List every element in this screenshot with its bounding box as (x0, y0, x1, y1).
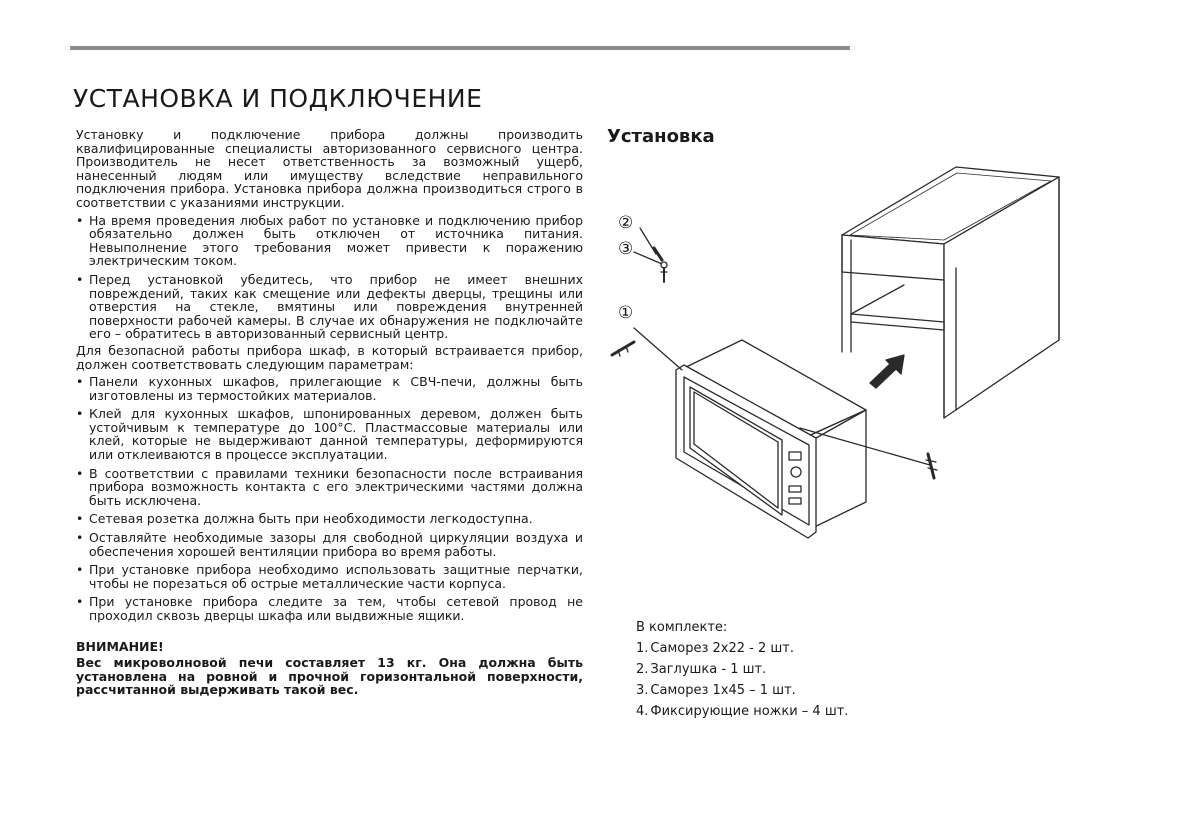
bullet-item: • Перед установкой убедитесь, что прибор не имеет внешних повреждений, таких как смещение или дефекты дверцы, трещины или отверстия на стекле, вмятины или повреждения внутренней поверхности рабочей камеры. В случае их обнаружения не подключайте его – обратитесь в авторизованный сервисный центр. (76, 271, 583, 342)
bullet-dot: • (76, 212, 84, 228)
kit-item: 4. Фиксирующие ножки – 4 шт. (636, 704, 849, 719)
bullet-item: • Клей для кухонных шкафов, шпонированных деревом, должен быть устойчивым к температуре до 100°С. Пластмассовые материалы или клей, которые не выдерживают данной температуры, деформируются или отклеиваются в процессе эксплуатации. (76, 406, 583, 463)
insert-direction-arrow (870, 355, 904, 388)
bullet-item: • Оставляйте необходимые зазоры для свободной циркуляции воздуха и обеспечения хорошей вентиляции прибора во время работы. (76, 530, 583, 559)
kit-contents (636, 617, 848, 722)
kit-title: В комплекте: (636, 620, 728, 635)
installation-diagram (604, 160, 1094, 540)
callout-label-1: ① (618, 303, 634, 323)
bullet-item: • В соответствии с правилами техники безопасности после встраивания прибора возможность контакта с его электрическими частями должна быть исключена. (76, 465, 583, 508)
page-title: УСТАНОВКА И ПОДКЛЮЧЕНИЕ (73, 84, 483, 113)
bullet-dot: • (76, 271, 84, 287)
callout-label-3: ③ (618, 239, 634, 259)
kit-item: 1. Саморез 2х22 - 2 шт. (636, 641, 794, 656)
bullet-dot: • (76, 511, 84, 527)
bullet-item: • При установке прибора необходимо использовать защитные перчатки, чтобы не порезаться об острые металлические части корпуса. (76, 562, 583, 591)
section-title-installation: Установка (607, 126, 715, 147)
top-divider-rule (70, 46, 850, 50)
callout-label-2: ② (618, 213, 634, 233)
kit-item: 3. Саморез 1х45 – 1 шт. (636, 683, 796, 698)
bullet-item: • При установке прибора следите за тем, чтобы сетевой провод не проходил сквозь дверцы шкафа или выдвижные ящики. (76, 594, 583, 623)
bullet-list-safety (76, 214, 583, 341)
kit-item: 2. Заглушка - 1 шт. (636, 662, 767, 677)
intro-paragraph: Установку и подключение прибора должны производить квалифицированные специалисты авторизованного сервисного центра. Производитель не несет ответственность за возможный ущерб, нанесенный людям или имуществу вследствие неправильного подключения прибора. Установка прибора должна производиться строго в соответствии с указаниями инструкции. (76, 127, 583, 210)
bullet-dot: • (76, 406, 84, 422)
bullet-dot: • (76, 594, 84, 610)
bullet-dot: • (76, 562, 84, 578)
bullet-dot: • (76, 530, 84, 546)
bullet-item: • Сетевая розетка должна быть при необходимости легкодоступна. (76, 511, 533, 527)
warning-text: Вес микроволновой печи составляет 13 кг. Она должна быть установлена на ровной и прочной горизонтальной поверхности, рассчитанной выдерживать такой вес. (76, 655, 583, 698)
warning-title: ВНИМАНИЕ! (76, 638, 164, 654)
cabinet-requirements-paragraph: Для безопасной работы прибора шкаф, в который встраивается прибор, должен соответствовать следующим параметрам: (76, 342, 583, 372)
bullet-item: • Панели кухонных шкафов, прилегающие к СВЧ-печи, должны быть изготовлены из термостойких материалов. (76, 374, 583, 403)
instructions-column (76, 128, 583, 697)
bullet-item: • На время проведения любых работ по установке и подключению прибор обязательно должен быть отключен от источника питания. Невыполнение этого требования может привести к поражению электрическим током. (76, 212, 583, 269)
bullet-list-cabinet (76, 375, 583, 623)
bullet-dot: • (76, 465, 84, 481)
bullet-dot: • (76, 374, 84, 390)
